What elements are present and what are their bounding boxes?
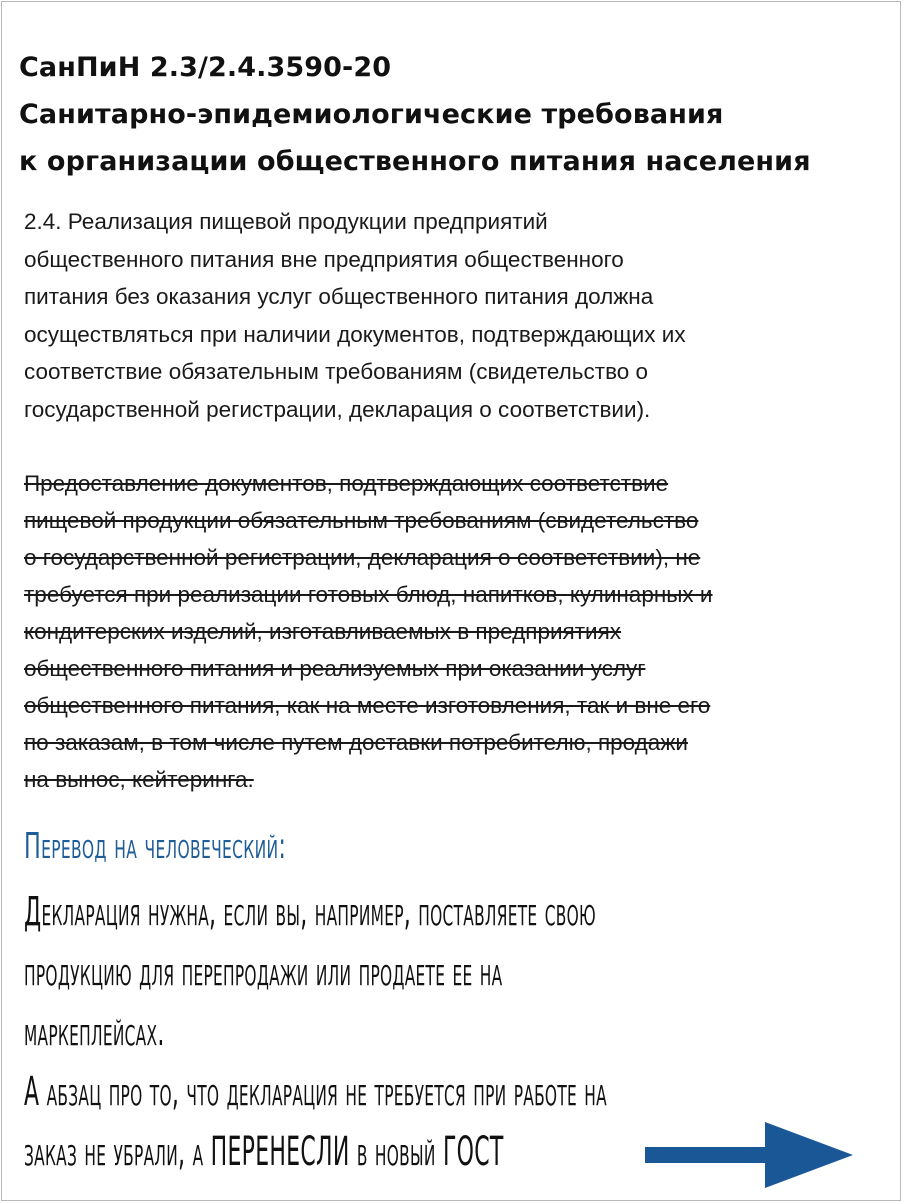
translation-line: маркеплейсах. — [24, 1009, 165, 1055]
struck-line: требуется при реализации готовых блюд, напитков, кулинарных и — [24, 582, 713, 607]
document-frame — [1, 1, 901, 1201]
paragraph-line: 2.4. Реализация пищевой продукции предприятий — [24, 209, 548, 234]
struck-line: о государственной регистрации, декларация о соответствии), не — [24, 545, 701, 570]
title-line-2: Санитарно-эпидемиологические требования — [19, 99, 724, 130]
right-arrow-icon — [645, 1120, 855, 1190]
translation-line: А абзац про то, что декларация не требуется при работе на — [24, 1069, 607, 1115]
struck-line: общественного питания, как на месте изготовления, так и вне его — [24, 693, 711, 718]
paragraph-line: осуществляться при наличии документов, подтверждающих их — [24, 321, 686, 347]
paragraph-line: государственной регистрации, декларация о соответствии). — [24, 396, 651, 422]
struck-line: кондитерских изделий, изготавливаемых в предприятиях — [24, 619, 622, 644]
struck-line: Предоставление документов, подтверждающих соответствие — [24, 471, 669, 496]
translation-heading: Перевод на человеческий: — [24, 826, 287, 867]
title-line-3: к организации общественного питания населения — [19, 146, 811, 177]
struck-paragraph — [24, 465, 884, 798]
translation-line: продукцию для перепродажи или продаете ее на — [24, 949, 503, 995]
translation-line: Декларация нужна, если вы, например, поставляете свою — [24, 889, 596, 935]
paragraph-line: общественного питания вне предприятия общественного — [24, 246, 624, 272]
struck-line: на вынос, кейтеринга. — [24, 767, 254, 792]
title-line-1: СанПиН 2.3/2.4.3590-20 — [19, 52, 392, 83]
paragraph-2-4 — [24, 203, 884, 428]
struck-line: пищевой продукции обязательным требованиям (свидетельство — [24, 508, 699, 533]
paragraph-line: соответствие обязательным требованиям (свидетельство о — [24, 359, 649, 384]
struck-line: по заказам, в том числе путем доставки потребителю, продажи — [24, 730, 688, 755]
translation-line: заказ не убрали, а ПЕРЕНЕСЛИ в новый ГОСТ — [24, 1129, 504, 1175]
struck-line: общественного питания и реализуемых при оказании услуг — [24, 656, 646, 681]
paragraph-line: питания без оказания услуг общественного питания должна — [24, 284, 654, 309]
document-title — [19, 44, 899, 185]
